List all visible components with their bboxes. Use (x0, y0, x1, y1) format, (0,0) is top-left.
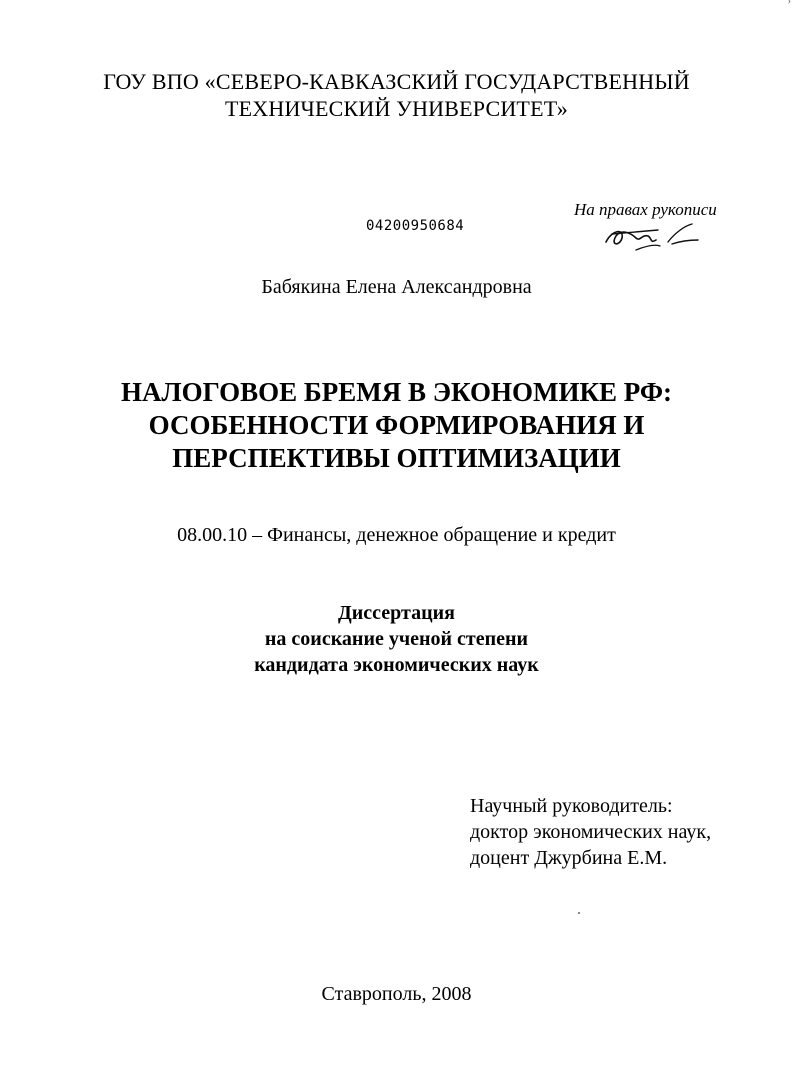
manuscript-note: На правах рукописи (574, 200, 717, 219)
institution-line-2: ТЕХНИЧЕСКИЙ УНИВЕРСИТЕТ» (225, 96, 568, 121)
signature-icon (602, 220, 702, 254)
supervisor-line-2: доктор экономических наук, (470, 821, 712, 843)
title-line-2: ОСОБЕННОСТИ ФОРМИРОВАНИЯ И (148, 410, 645, 440)
author-name: Бабякина Елена Александровна (261, 276, 532, 298)
title-line-3: ПЕРСПЕКТИВЫ ОПТИМИЗАЦИИ (172, 443, 621, 473)
degree-line-3: кандидата экономических наук (254, 654, 539, 676)
degree-statement (0, 600, 793, 678)
title-line-1: НАЛОГОВОЕ БРЕМЯ В ЭКОНОМИКЕ РФ: (121, 377, 672, 407)
supervisor-line-1: Научный руководитель: (470, 795, 673, 817)
corner-mark: › (787, 0, 791, 7)
scan-speck (578, 912, 580, 914)
city-year: Ставрополь, 2008 (321, 983, 472, 1005)
institution-line-1: ГОУ ВПО «СЕВЕРО-КАВКАЗСКИЙ ГОСУДАРСТВЕННЫЙ (103, 69, 690, 94)
registry-number: 04200950684 (366, 218, 465, 234)
institution-name (0, 68, 793, 122)
supervisor-line-3: доцент Джурбина Е.М. (470, 847, 668, 869)
dissertation-title (0, 376, 793, 475)
specialty-code: 08.00.10 – Финансы, денежное обращение и кредит (177, 524, 616, 546)
degree-line-2: на соискание ученой степени (264, 628, 529, 650)
supervisor-block (470, 793, 711, 871)
degree-line-1: Диссертация (338, 602, 455, 624)
